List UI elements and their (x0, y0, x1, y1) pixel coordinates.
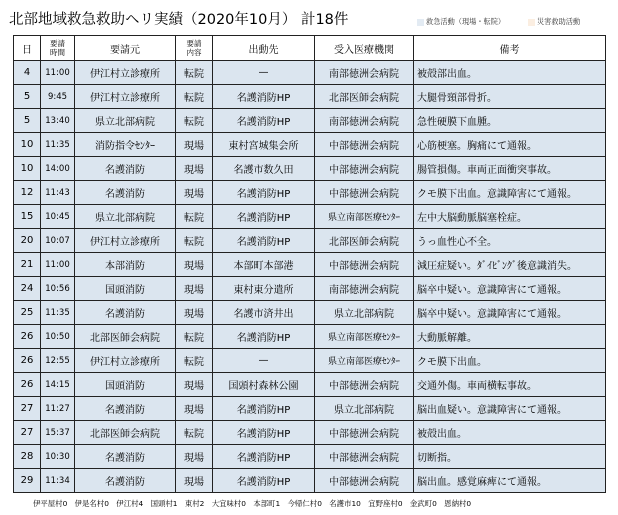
header-time: 要請 時間 (41, 36, 75, 61)
cell-requester: 消防指令ｾﾝﾀｰ (75, 133, 176, 157)
cell-hospital: 中部徳洲会病院 (315, 421, 414, 445)
cell-notes: 脳出血。感覚麻痺にて通報。 (414, 469, 606, 493)
cell-time: 10:56 (41, 277, 75, 301)
cell-time: 11:34 (41, 469, 75, 493)
cell-type: 転院 (176, 85, 213, 109)
cell-type: 現場 (176, 157, 213, 181)
cell-destination: 名護市数久田 (213, 157, 315, 181)
cell-notes: 被殻出血。 (414, 421, 606, 445)
table-row (14, 253, 606, 277)
cell-requester: 北部医師会病院 (75, 325, 176, 349)
cell-day: 26 (14, 373, 41, 397)
cell-type: 転院 (176, 205, 213, 229)
cell-type: 転院 (176, 61, 213, 85)
cell-day: 21 (14, 253, 41, 277)
cell-requester: 県立北部病院 (75, 205, 176, 229)
cell-requester: 名護消防 (75, 397, 176, 421)
table-row (14, 229, 606, 253)
cell-time: 11:00 (41, 61, 75, 85)
cell-type: 現場 (176, 445, 213, 469)
cell-day: 29 (14, 469, 41, 493)
cell-notes: クモ膜下出血。 (414, 349, 606, 373)
cell-hospital: 県立北部病院 (315, 397, 414, 421)
cell-type: 現場 (176, 253, 213, 277)
cell-notes: 脳卒中疑い。意識障害にて通報。 (414, 277, 606, 301)
cell-destination: 名護消防HP (213, 325, 315, 349)
cell-day: 27 (14, 397, 41, 421)
cell-requester: 伊江村立診療所 (75, 85, 176, 109)
cell-hospital: 南部徳洲会病院 (315, 277, 414, 301)
cell-day: 26 (14, 325, 41, 349)
cell-time: 10:50 (41, 325, 75, 349)
cell-notes: 切断指。 (414, 445, 606, 469)
cell-hospital: 南部徳洲会病院 (315, 61, 414, 85)
legend-label-disaster: 災害救助活動 (537, 17, 581, 26)
cell-day: 25 (14, 301, 41, 325)
cell-destination: 名護消防HP (213, 85, 315, 109)
table-row (14, 61, 606, 85)
cell-hospital: 北部医師会病院 (315, 229, 414, 253)
cell-destination: 名護消防HP (213, 445, 315, 469)
cell-day: 10 (14, 157, 41, 181)
table-row (14, 373, 606, 397)
cell-notes: 被殻部出血。 (414, 61, 606, 85)
table-row (14, 133, 606, 157)
cell-notes: 脳卒中疑い。意識障害にて通報。 (414, 301, 606, 325)
cell-day: 20 (14, 229, 41, 253)
cell-destination: 名護消防HP (213, 397, 315, 421)
cell-time: 10:45 (41, 205, 75, 229)
cell-requester: 県立北部病院 (75, 109, 176, 133)
cell-day: 5 (14, 109, 41, 133)
table-row (14, 397, 606, 421)
cell-time: 14:00 (41, 157, 75, 181)
cell-requester: 国頭消防 (75, 373, 176, 397)
cell-requester: 名護消防 (75, 445, 176, 469)
legend-item-emergency (417, 17, 505, 27)
cell-notes: クモ膜下出血。意識障害にて通報。 (414, 181, 606, 205)
cell-type: 転院 (176, 421, 213, 445)
cell-notes: 大腿骨頸部骨折。 (414, 85, 606, 109)
cell-requester: 北部医師会病院 (75, 421, 176, 445)
cell-destination: 名護消防HP (213, 205, 315, 229)
cell-destination: 東村宮城集会所 (213, 133, 315, 157)
header-destination: 出動先 (213, 36, 315, 61)
cell-hospital: 中部徳洲会病院 (315, 373, 414, 397)
cell-time: 11:27 (41, 397, 75, 421)
header-type: 要請 内容 (176, 36, 213, 61)
header-day: 日 (14, 36, 41, 61)
header-notes: 備考 (414, 36, 606, 61)
cell-hospital: 中部徳洲会病院 (315, 133, 414, 157)
cell-type: 現場 (176, 277, 213, 301)
cell-requester: 国頭消防 (75, 277, 176, 301)
cell-day: 24 (14, 277, 41, 301)
cell-destination: 名護消防HP (213, 229, 315, 253)
cell-type: 転院 (176, 109, 213, 133)
dispatch-table (13, 35, 606, 493)
cell-type: 現場 (176, 133, 213, 157)
cell-time: 15:37 (41, 421, 75, 445)
cell-destination: 名護市済井出 (213, 301, 315, 325)
legend-swatch-disaster (528, 19, 535, 26)
cell-time: 10:30 (41, 445, 75, 469)
cell-hospital: 県立北部病院 (315, 301, 414, 325)
cell-time: 14:15 (41, 373, 75, 397)
cell-destination: 名護消防HP (213, 469, 315, 493)
cell-destination: 本部町本部港 (213, 253, 315, 277)
cell-time: 10:07 (41, 229, 75, 253)
cell-time: 9:45 (41, 85, 75, 109)
cell-day: 12 (14, 181, 41, 205)
cell-type: 現場 (176, 469, 213, 493)
cell-day: 26 (14, 349, 41, 373)
cell-time: 11:00 (41, 253, 75, 277)
legend-label-emergency: 救急活動（現場・転院） (426, 17, 506, 26)
header-hospital: 受入医療機関 (315, 36, 414, 61)
table-row (14, 85, 606, 109)
cell-hospital: 南部徳洲会病院 (315, 109, 414, 133)
page-title: 北部地域救急救助ヘリ実績（2020年10月） 計18件 (9, 12, 349, 28)
table-row (14, 181, 606, 205)
cell-requester: 伊江村立診療所 (75, 349, 176, 373)
cell-day: 4 (14, 61, 41, 85)
header-requester: 要請元 (75, 36, 176, 61)
legend-swatch-emergency (417, 19, 424, 26)
cell-type: 転院 (176, 349, 213, 373)
cell-destination: 国頭村森林公園 (213, 373, 315, 397)
cell-type: 転院 (176, 325, 213, 349)
cell-destination: 名護消防HP (213, 181, 315, 205)
cell-time: 12:55 (41, 349, 75, 373)
cell-type: 現場 (176, 397, 213, 421)
table-row (14, 421, 606, 445)
cell-requester: 名護消防 (75, 469, 176, 493)
cell-time: 13:40 (41, 109, 75, 133)
table-row (14, 157, 606, 181)
cell-day: 15 (14, 205, 41, 229)
table-row (14, 325, 606, 349)
table-header-row (14, 36, 606, 61)
cell-requester: 名護消防 (75, 181, 176, 205)
cell-hospital: 県立南部医療ｾﾝﾀｰ (315, 205, 414, 229)
cell-destination: — (213, 61, 315, 85)
cell-hospital: 県立南部医療ｾﾝﾀｰ (315, 349, 414, 373)
cell-type: 現場 (176, 373, 213, 397)
cell-time: 11:35 (41, 301, 75, 325)
cell-hospital: 県立南部医療ｾﾝﾀｰ (315, 325, 414, 349)
table-row (14, 445, 606, 469)
cell-requester: 名護消防 (75, 301, 176, 325)
cell-hospital: 中部徳洲会病院 (315, 253, 414, 277)
cell-type: 現場 (176, 301, 213, 325)
cell-notes: 脳出血疑い。意識障害にて通報。 (414, 397, 606, 421)
cell-notes: 大動脈解離。 (414, 325, 606, 349)
cell-notes: 急性硬膜下血腫。 (414, 109, 606, 133)
cell-hospital: 中部徳洲会病院 (315, 469, 414, 493)
cell-day: 10 (14, 133, 41, 157)
cell-hospital: 北部医師会病院 (315, 85, 414, 109)
cell-notes: 腸管損傷。車両正面衝突事故。 (414, 157, 606, 181)
cell-requester: 伊江村立診療所 (75, 61, 176, 85)
cell-day: 5 (14, 85, 41, 109)
cell-notes: うっ血性心不全。 (414, 229, 606, 253)
cell-destination: 東村東分遣所 (213, 277, 315, 301)
table-row (14, 349, 606, 373)
cell-requester: 本部消防 (75, 253, 176, 277)
cell-time: 11:35 (41, 133, 75, 157)
cell-notes: 左中大脳動脈脳塞栓症。 (414, 205, 606, 229)
cell-hospital: 中部徳洲会病院 (315, 157, 414, 181)
cell-type: 転院 (176, 229, 213, 253)
table-row (14, 469, 606, 493)
cell-requester: 名護消防 (75, 157, 176, 181)
table-row (14, 205, 606, 229)
table-row (14, 109, 606, 133)
table-row (14, 301, 606, 325)
cell-destination: 名護消防HP (213, 421, 315, 445)
cell-destination: — (213, 349, 315, 373)
cell-hospital: 中部徳洲会病院 (315, 181, 414, 205)
cell-notes: 心筋梗塞。胸痛にて通報。 (414, 133, 606, 157)
legend-item-disaster (528, 17, 580, 27)
cell-type: 現場 (176, 181, 213, 205)
cell-day: 28 (14, 445, 41, 469)
table-row (14, 277, 606, 301)
cell-notes: 減圧症疑い。ﾀﾞｲﾋﾞﾝｸﾞ後意識消失。 (414, 253, 606, 277)
cell-notes: 交通外傷。車両横転事故。 (414, 373, 606, 397)
municipality-counts: 伊平屋村0 伊是名村0 伊江村4 国頭村1 東村2 大宜味村0 本部町1 今帰仁村0 名護市10 宜野座村0 金武町0 恩納村0 (33, 499, 472, 508)
cell-requester: 伊江村立診療所 (75, 229, 176, 253)
cell-destination: 名護消防HP (213, 109, 315, 133)
cell-day: 27 (14, 421, 41, 445)
cell-time: 11:43 (41, 181, 75, 205)
cell-hospital: 中部徳洲会病院 (315, 445, 414, 469)
